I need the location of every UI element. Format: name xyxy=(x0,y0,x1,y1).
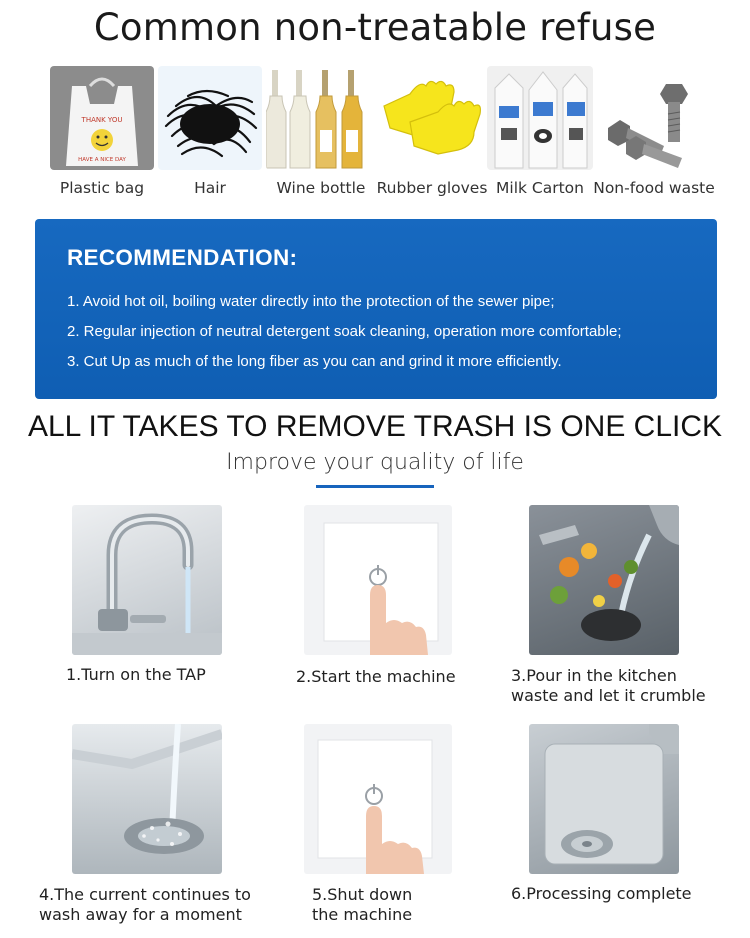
step-label: 3.Pour in the kitchen waste and let it crumble xyxy=(511,666,706,705)
refuse-label: Rubber gloves xyxy=(376,179,488,197)
svg-text:THANK YOU: THANK YOU xyxy=(81,116,123,124)
svg-text:HAVE A NICE DAY: HAVE A NICE DAY xyxy=(78,157,126,163)
step-label: 4.The current continues to wash away for a moment xyxy=(39,885,251,924)
recommendation-line: 3. Cut Up as much of the long fiber as you can and grind it more efficiently. xyxy=(67,353,562,370)
sink-drain-icon xyxy=(529,724,679,874)
hair-icon xyxy=(158,66,262,170)
touch-switch-icon xyxy=(304,505,452,655)
recommendation-line: 2. Regular injection of neutral detergent soak cleaning, operation more comfortable; xyxy=(67,323,622,340)
step-label: 5.Shut down the machine xyxy=(312,885,413,924)
subheadline: Improve your quality of life xyxy=(226,450,524,475)
faucet-icon xyxy=(72,505,222,655)
recommendation-line: 1. Avoid hot oil, boiling water directly into the protection of the sewer pipe; xyxy=(67,293,555,310)
recommendation-heading: RECOMMENDATION: xyxy=(67,245,298,270)
headline: ALL IT TAKES TO REMOVE TRASH IS ONE CLICK xyxy=(27,410,723,443)
refuse-label: Plastic bag xyxy=(59,179,145,197)
bolts-icon xyxy=(604,66,704,170)
refuse-label: Wine bottle xyxy=(276,179,366,197)
step-label: 2.Start the machine xyxy=(296,667,456,686)
recommendation-box xyxy=(35,219,717,399)
refuse-row xyxy=(0,66,750,206)
water-flow-icon xyxy=(72,724,222,874)
step-label: 1.Turn on the TAP xyxy=(66,665,206,684)
rubber-gloves-icon xyxy=(380,66,484,170)
plastic-bag-icon xyxy=(50,66,154,170)
wine-bottle-icon xyxy=(266,66,376,170)
page-title: Common non-treatable refuse xyxy=(93,6,657,49)
food-waste-icon xyxy=(529,505,679,655)
milk-carton-icon xyxy=(487,66,593,170)
touch-switch-icon xyxy=(304,724,452,874)
refuse-label: Non-food waste xyxy=(593,179,715,197)
refuse-label: Hair xyxy=(194,179,226,197)
step-label: 6.Processing complete xyxy=(511,884,692,903)
divider xyxy=(316,485,434,488)
refuse-label: Milk Carton xyxy=(496,179,584,197)
